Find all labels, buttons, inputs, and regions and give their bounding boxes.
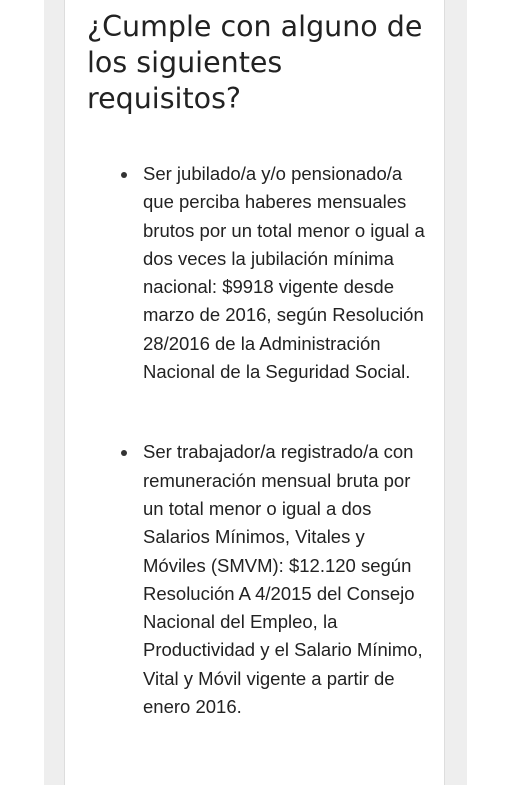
left-gutter	[44, 0, 64, 785]
content-card	[64, 0, 445, 785]
requirements-list	[65, 160, 446, 773]
requirement-text: Ser trabajador/a registrado/a con remuneración mensual bruta por un total menor o igual a dos Salarios Mínimos, Vitales y Móviles (SMVM): $12.120 según Resolución A 4/2015 del Consejo Nacional del Empleo, la Productividad y el Salario Mínimo, Vital y Móvil vigente a partir de enero 2016.	[143, 441, 423, 718]
requirement-item-retiree	[65, 160, 446, 386]
bullet-icon	[121, 450, 127, 456]
bullet-icon	[121, 172, 127, 178]
right-gutter	[445, 0, 467, 785]
page-title: ¿Cumple con alguno de los siguientes requisitos?	[87, 10, 423, 115]
requirement-item-worker	[65, 438, 446, 721]
requirement-text: Ser jubilado/a y/o pensionado/a que perciba haberes mensuales brutos por un total menor o igual a dos veces la jubilación mínima nacional: $9918 vigente desde marzo de 2016, según Resolución 28/2016 de la Administración Nacional de la Seguridad Social.	[143, 163, 425, 383]
